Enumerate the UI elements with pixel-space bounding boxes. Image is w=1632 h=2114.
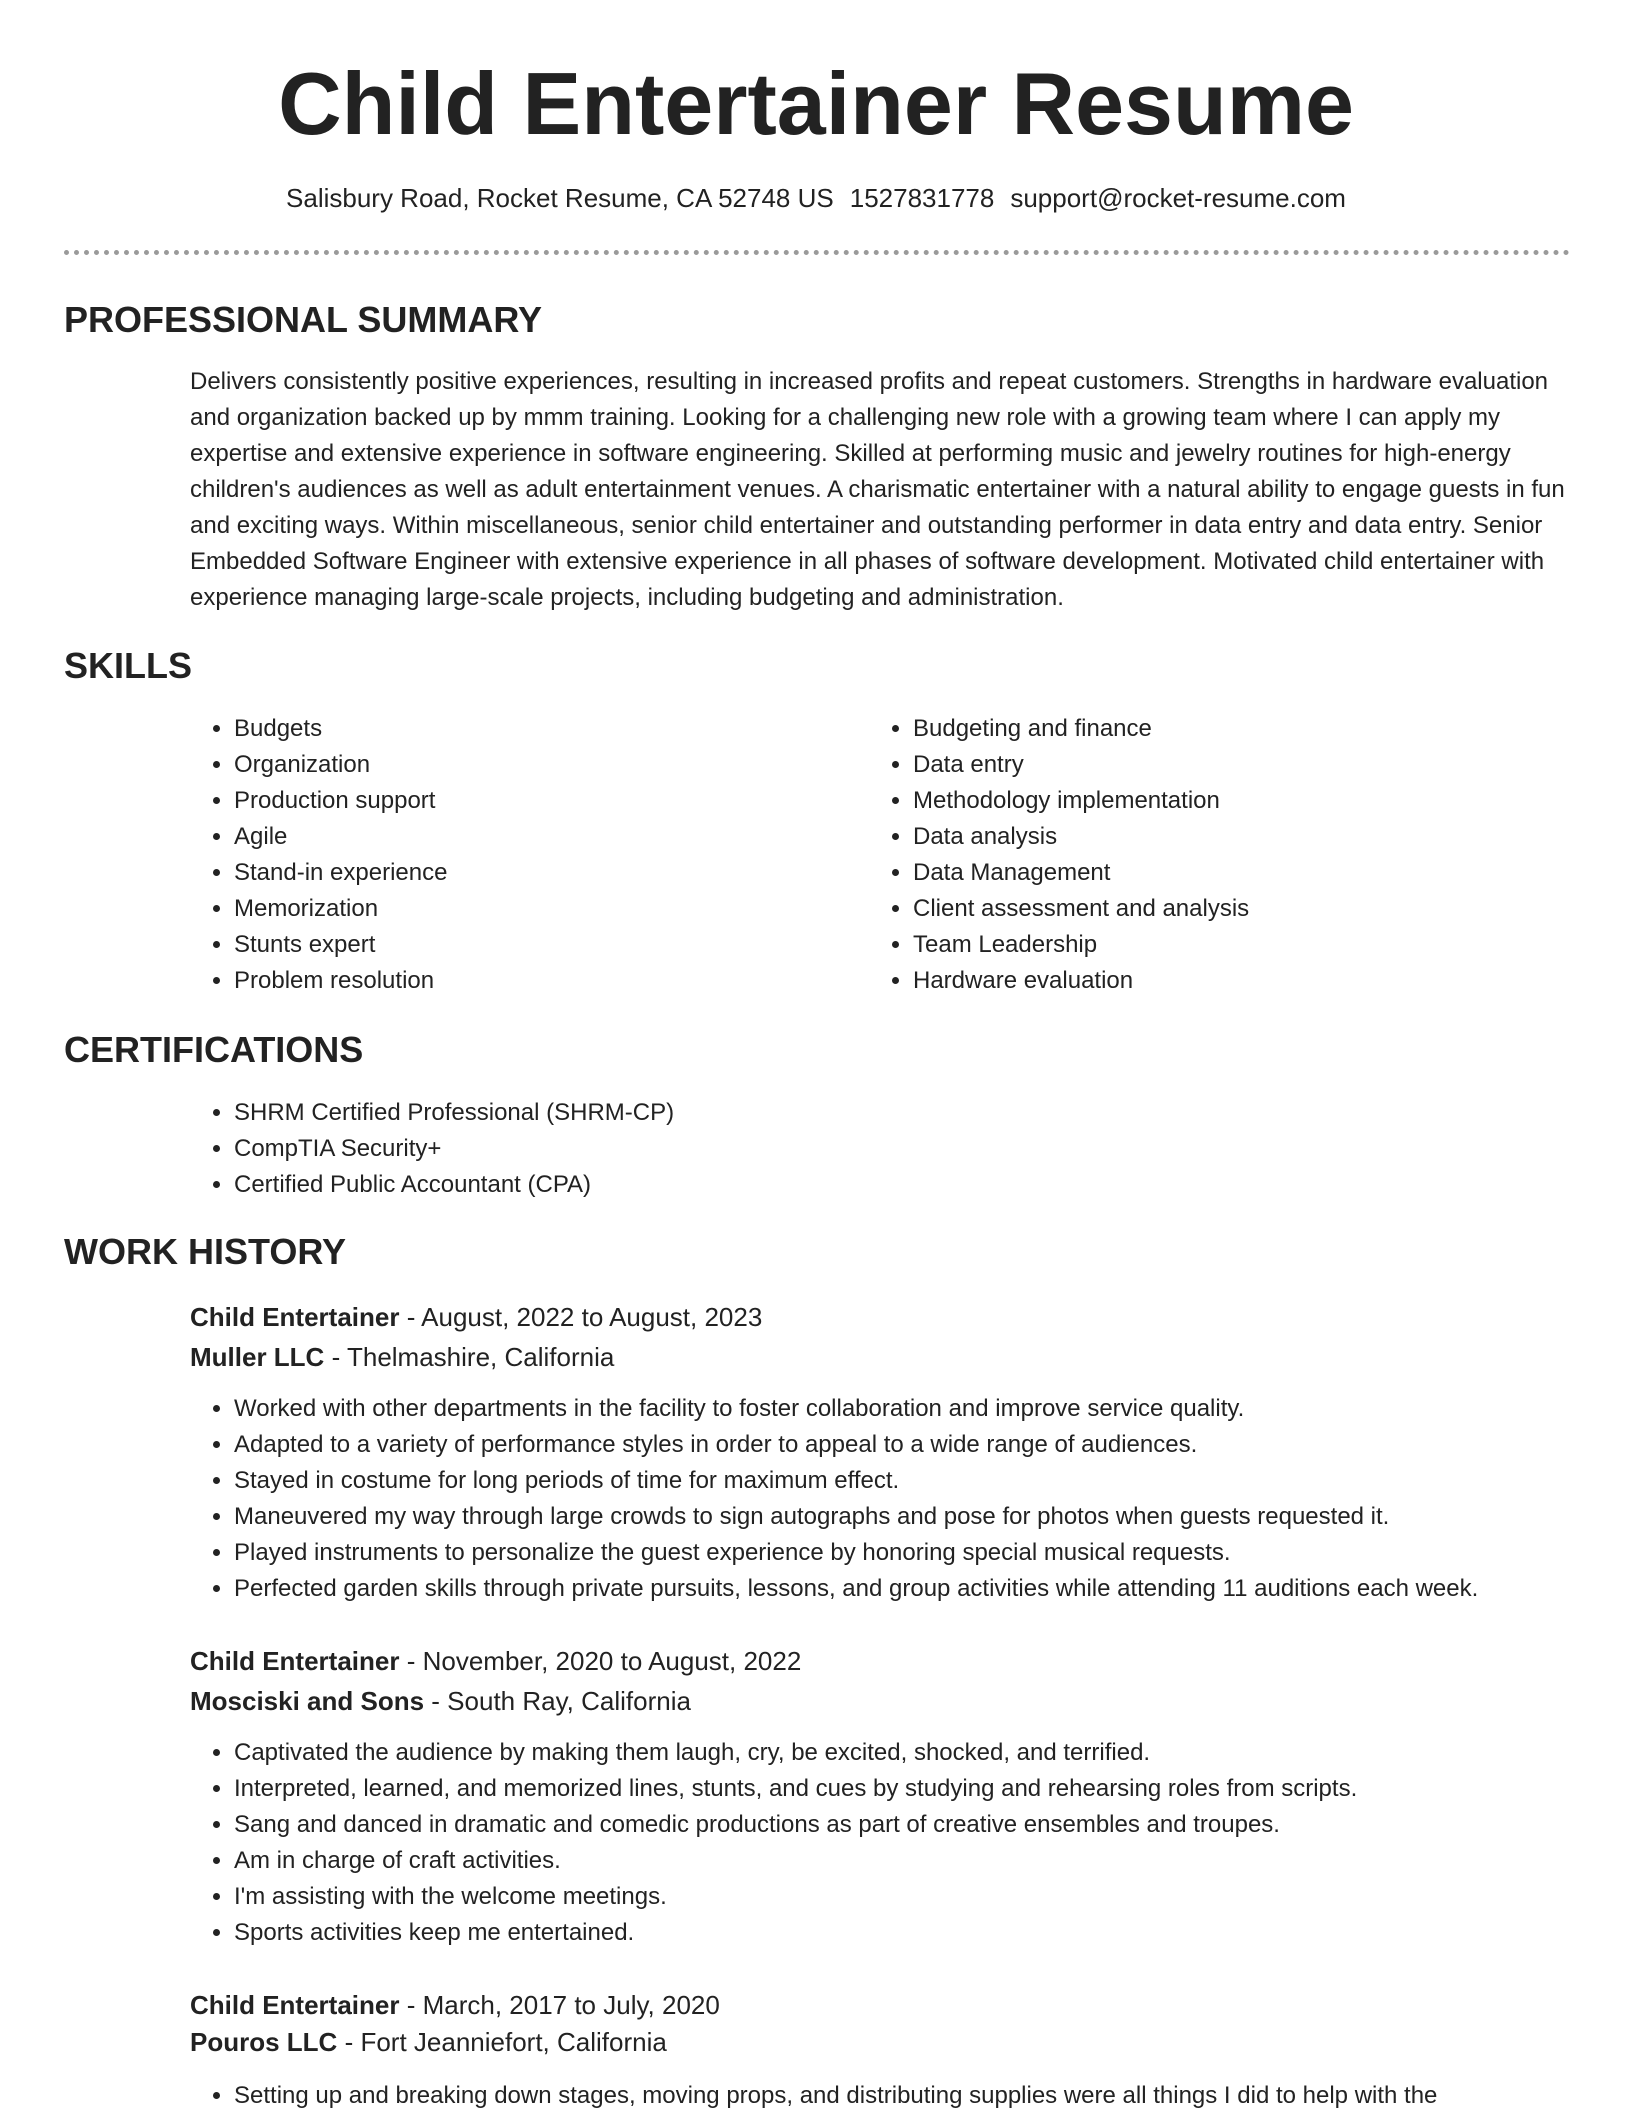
certifications-heading: CERTIFICATIONS — [64, 1029, 364, 1070]
contact-line — [0, 180, 1632, 216]
certification-item: • CompTIA Security+ — [234, 1131, 1614, 1167]
job-bullet: • Worked with other departments in the facility to foster collaboration and improve service quality. — [234, 1391, 1632, 1427]
summary-heading: PROFESSIONAL SUMMARY — [64, 299, 543, 340]
job-title-line — [190, 1985, 720, 2025]
job-title: Child Entertainer — [190, 1302, 400, 1332]
job-bullet: • Adapted to a variety of performance styles in order to appeal to a wide range of audiences. — [234, 1427, 1632, 1463]
certifications-list — [190, 1095, 1614, 1203]
job-bullets — [190, 1391, 1632, 1607]
job-dates: - August, 2022 to August, 2023 — [399, 1302, 763, 1332]
skill-item: • Budgeting and finance — [913, 711, 1593, 747]
job-company-line — [190, 1681, 691, 1721]
job-bullet: • Interpreted, learned, and memorized lines, stunts, and cues by studying and rehearsing roles from scripts. — [234, 1771, 1632, 1807]
job-bullet: • Stayed in costume for long periods of time for maximum effect. — [234, 1463, 1632, 1499]
skill-item: • Client assessment and analysis — [913, 891, 1593, 927]
job-title: Child Entertainer — [190, 1990, 400, 2020]
job-bullet: • Am in charge of craft activities. — [234, 1843, 1632, 1879]
skill-item: • Data analysis — [913, 819, 1593, 855]
job-location: - South Ray, California — [424, 1686, 691, 1716]
job-bullet: • Setting up and breaking down stages, moving props, and distributing supplies were all things I did to help with the — [234, 2078, 1632, 2114]
skill-item: • Team Leadership — [913, 927, 1593, 963]
header-divider — [64, 250, 1570, 255]
skill-item: • Stand-in experience — [234, 855, 854, 891]
skill-item: • Production support — [234, 783, 854, 819]
job-bullets — [190, 1735, 1632, 1951]
job-company-line — [190, 2022, 667, 2062]
job-bullet: • Maneuvered my way through large crowds to sign autographs and pose for photos when guests requested it. — [234, 1499, 1632, 1535]
work-history-heading: WORK HISTORY — [64, 1231, 347, 1272]
job-company-line — [190, 1337, 614, 1377]
summary-text: Delivers consistently positive experiences, resulting in increased profits and repeat customers. Strengths in hardware evaluation and organization backed up by mmm training. Looking for a challenging new role with a growing team where I can apply my expertise and extensive experience in software engineering. Skilled at performing music and jewelry routines for high-energy children's audiences as well as adult entertainment venues. A charismatic entertainer with a natural ability to engage guests in fun and exciting ways. Within miscellaneous, senior child entertainer and outstanding performer in data entry and data entry. Senior Embedded Software Engineer with extensive experience in all phases of software development. Motivated child entertainer with experience managing large-scale projects, including budgeting and administration. — [190, 368, 1565, 611]
job-bullet: • Played instruments to personalize the guest experience by honoring special musical requests. — [234, 1535, 1632, 1571]
skill-item: • Data Management — [913, 855, 1593, 891]
contact-phone[interactable]: 1527831778 — [849, 183, 995, 213]
job-location: - Fort Jeanniefort, California — [337, 2027, 667, 2057]
job-bullet: • Captivated the audience by making them laugh, cry, be excited, shocked, and terrified. — [234, 1735, 1632, 1771]
job-company: Muller LLC — [190, 1342, 325, 1372]
job-title-line — [190, 1641, 801, 1681]
skill-item: • Agile — [234, 819, 854, 855]
skill-item: • Budgets — [234, 711, 854, 747]
job-bullets — [190, 2078, 1632, 2114]
job-dates: - March, 2017 to July, 2020 — [399, 1990, 720, 2020]
skill-item: • Memorization — [234, 891, 854, 927]
skill-item: • Methodology implementation — [913, 783, 1593, 819]
contact-address: Salisbury Road, Rocket Resume, CA 52748 US — [286, 183, 834, 213]
job-company: Mosciski and Sons — [190, 1686, 425, 1716]
job-title: Child Entertainer — [190, 1646, 400, 1676]
skill-item: • Problem resolution — [234, 963, 854, 999]
job-bullet: • I'm assisting with the welcome meetings. — [234, 1879, 1632, 1915]
skills-list-right — [869, 711, 1593, 999]
job-bullet: • Sang and danced in dramatic and comedic productions as part of creative ensembles and troupes. — [234, 1807, 1632, 1843]
certification-item: • SHRM Certified Professional (SHRM-CP) — [234, 1095, 1614, 1131]
job-bullet: • Perfected garden skills through private pursuits, lessons, and group activities while attending 11 auditions each week. — [234, 1571, 1632, 1607]
job-location: - Thelmashire, California — [324, 1342, 615, 1372]
skill-item: • Hardware evaluation — [913, 963, 1593, 999]
contact-email[interactable]: support@rocket-resume.com — [1010, 183, 1346, 213]
job-title-line — [190, 1297, 762, 1337]
job-dates: - November, 2020 to August, 2022 — [399, 1646, 802, 1676]
certification-item: • Certified Public Accountant (CPA) — [234, 1167, 1614, 1203]
skill-item: • Data entry — [913, 747, 1593, 783]
resume-title: Child Entertainer Resume — [278, 54, 1354, 153]
job-bullet: • Sports activities keep me entertained. — [234, 1915, 1632, 1951]
skill-item: • Organization — [234, 747, 854, 783]
job-company: Pouros LLC — [190, 2027, 338, 2057]
skills-list-left — [190, 711, 854, 999]
skill-item: • Stunts expert — [234, 927, 854, 963]
skills-heading: SKILLS — [64, 645, 193, 686]
